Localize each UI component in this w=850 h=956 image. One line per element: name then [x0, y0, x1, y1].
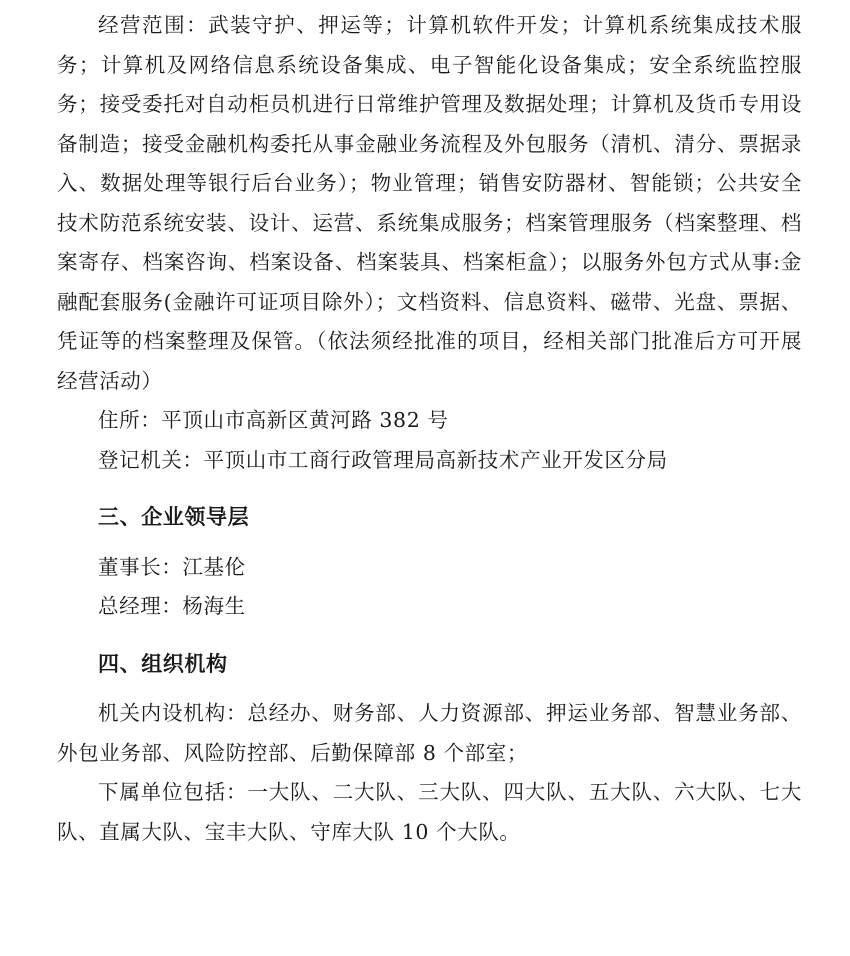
subordinate-units-paragraph: 下属单位包括：一大队、二大队、三大队、四大队、五大队、六大队、七大队、直属大队、宝丰大队、守库大队 10 个大队。	[57, 780, 802, 844]
section-heading-organization: 四、组织机构	[98, 651, 228, 676]
internal-departments-paragraph: 机关内设机构：总经办、财务部、人力资源部、押运业务部、智慧业务部、外包业务部、风险防控部、后勤保障部 8 个部室；	[57, 701, 802, 765]
business-scope-paragraph: 经营范围：武装守护、押运等；计算机软件开发；计算机系统集成技术服务；计算机及网络信息系统设备集成、电子智能化设备集成；安全系统监控服务；接受委托对自动柜员机进行日常维护管理及数据处理；计算机及货币专用设备制造；接受金融机构委托从事金融业务流程及外包服务（清机、清分、票据录入、数据处理等银行后台业务）；物业管理；销售安防器材、智能锁；公共安全技术防范系统安装、设计、运营、系统集成服务；档案管理服务（档案整理、档案寄存、档案咨询、档案设备、档案装具、档案柜盒）；以服务外包方式从事:金融配套服务(金融许可证项目除外）；文档资料、信息资料、磁带、光盘、票据、凭证等的档案整理及保管。（依法须经批准的项目，经相关部门批准后方可开展经营活动）	[57, 13, 802, 393]
address-paragraph: 住所：平顶山市高新区黄河路 382 号	[98, 408, 449, 432]
general-manager-line: 总经理：杨海生	[98, 594, 246, 618]
section-heading-leadership: 三、企业领导层	[98, 505, 250, 529]
document-page	[57, 6, 802, 852]
chairman-line: 董事长：江基伦	[98, 554, 246, 579]
registration-authority-paragraph: 登记机关：平顶山市工商行政管理局高新技术产业开发区分局	[98, 447, 668, 472]
